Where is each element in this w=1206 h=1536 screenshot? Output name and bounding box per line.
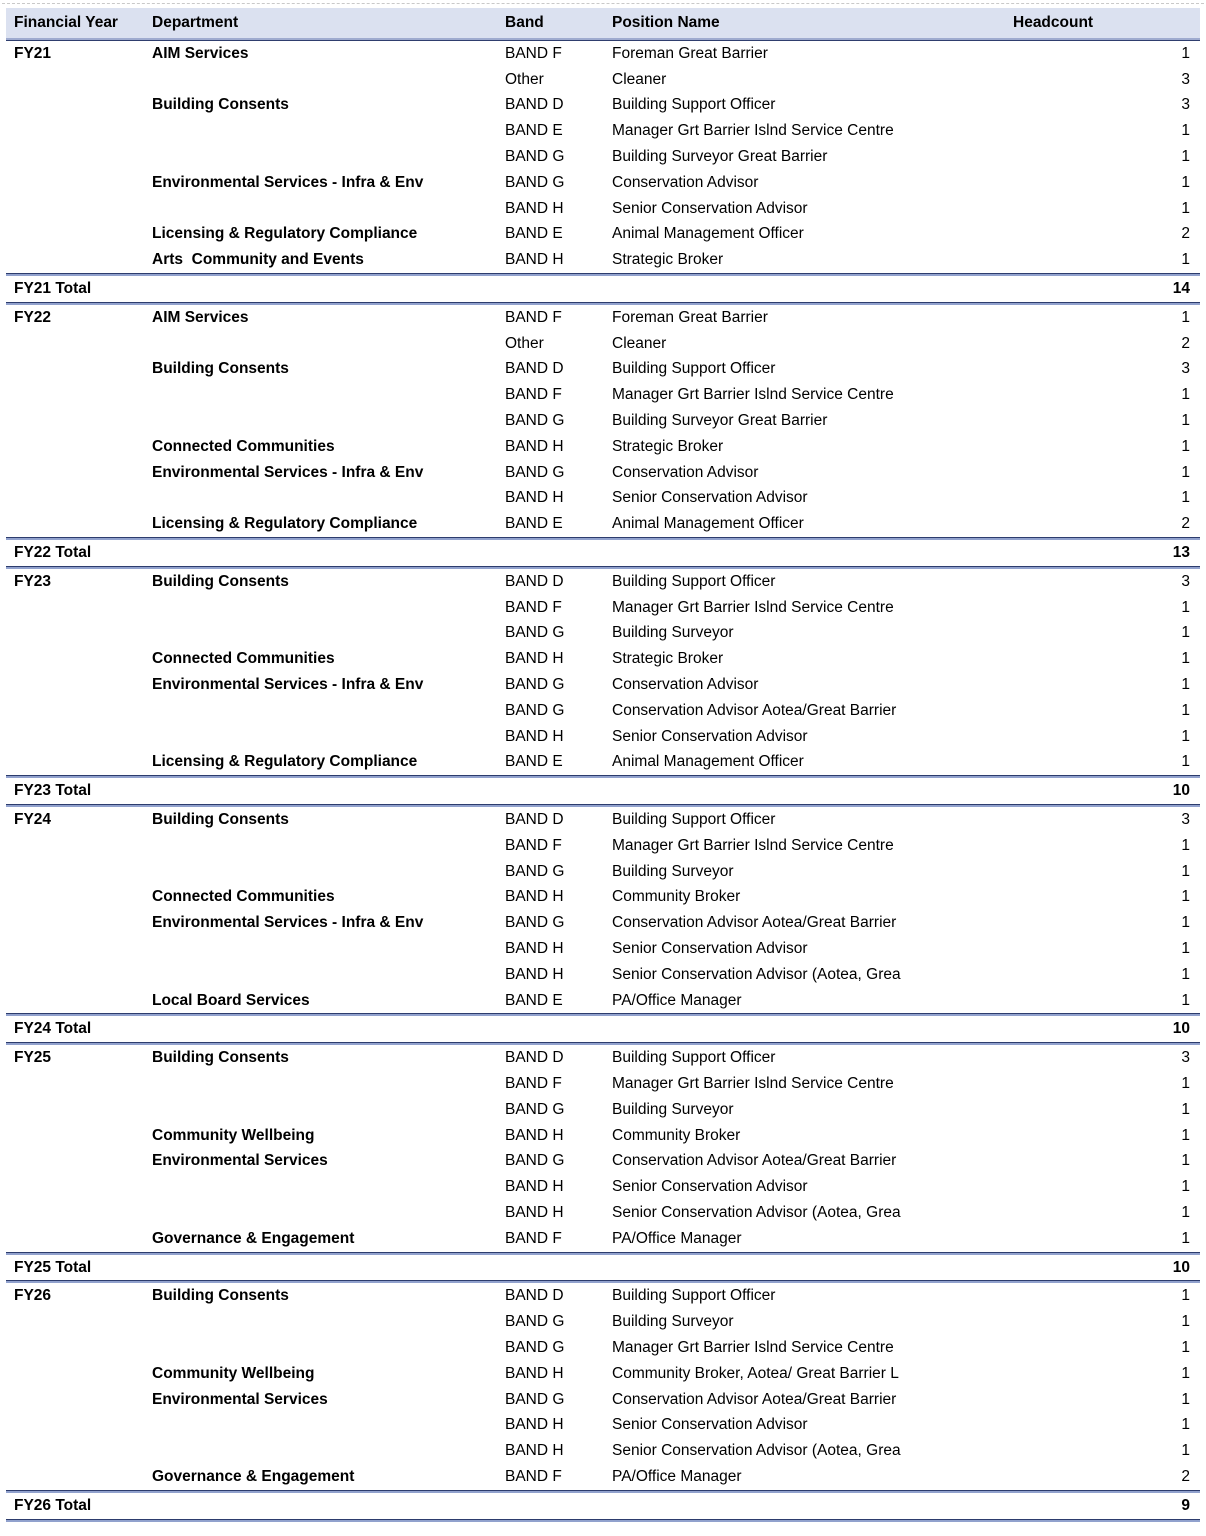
- table-row: [6, 1438, 1200, 1464]
- table-row: [6, 1309, 1200, 1335]
- cell-headcount: 1: [1181, 199, 1190, 217]
- cell-headcount: 1: [1181, 251, 1190, 269]
- total-row: [6, 1255, 1200, 1281]
- cell-band: BAND E: [505, 991, 563, 1009]
- cell-department: Community Wellbeing: [152, 1126, 315, 1144]
- table-row: [6, 93, 1200, 119]
- cell-department: Environmental Services - Infra & Env: [152, 463, 424, 481]
- page-break-dashed-line: [2, 3, 1204, 4]
- cell-position: Cleaner: [612, 334, 667, 352]
- cell-headcount: 1: [1181, 676, 1190, 694]
- cell-band: BAND E: [505, 122, 563, 140]
- cell-headcount: 1: [1181, 148, 1190, 166]
- table-row: [6, 144, 1200, 170]
- cell-band: BAND E: [505, 515, 563, 533]
- cell-position: Manager Grt Barrier Islnd Service Centre: [612, 836, 894, 854]
- cell-headcount: 1: [1181, 939, 1190, 957]
- cell-headcount: 1: [1181, 1203, 1190, 1221]
- cell-band: BAND H: [505, 1126, 564, 1144]
- cell-band: BAND G: [505, 914, 565, 932]
- cell-position: Building Surveyor Great Barrier: [612, 148, 828, 166]
- cell-band: BAND D: [505, 360, 564, 378]
- cell-department: Licensing & Regulatory Compliance: [152, 753, 418, 771]
- table-row: [6, 511, 1200, 537]
- cell-band: BAND G: [505, 1390, 565, 1408]
- cell-financial-year: FY25: [14, 1049, 52, 1067]
- table-row: [6, 486, 1200, 512]
- cell-position: Community Broker: [612, 888, 741, 906]
- cell-department: Arts Community and Events: [152, 251, 364, 269]
- table-row: [6, 1200, 1200, 1226]
- cell-band: BAND F: [505, 44, 562, 62]
- cell-headcount: 1: [1181, 1442, 1190, 1460]
- cell-band: BAND G: [505, 701, 565, 719]
- cell-position: Animal Management Officer: [612, 753, 804, 771]
- cell-headcount: 1: [1181, 1074, 1190, 1092]
- cell-position: Manager Grt Barrier Islnd Service Centre: [612, 386, 894, 404]
- cell-department: Building Consents: [152, 1049, 289, 1067]
- table-row: [6, 1361, 1200, 1387]
- cell-band: BAND H: [505, 1178, 564, 1196]
- cell-band: BAND H: [505, 1364, 564, 1382]
- table-row: [6, 460, 1200, 486]
- cell-department: Connected Communities: [152, 650, 335, 668]
- table-row: [6, 750, 1200, 776]
- table-row: [6, 1174, 1200, 1200]
- table-row: [6, 382, 1200, 408]
- table-row: [6, 698, 1200, 724]
- cell-band: BAND H: [505, 650, 564, 668]
- cell-financial-year: FY24: [14, 811, 52, 828]
- cell-band: BAND D: [505, 1049, 564, 1067]
- total-value: 10: [1172, 782, 1190, 800]
- cell-department: Building Consents: [152, 96, 289, 114]
- cell-band: BAND H: [505, 1442, 564, 1460]
- cell-band: BAND F: [505, 1467, 562, 1485]
- cell-headcount: 2: [1181, 225, 1190, 243]
- cell-band: BAND E: [505, 225, 563, 243]
- cell-financial-year: FY21: [14, 44, 52, 62]
- cell-headcount: 1: [1181, 1338, 1190, 1356]
- cell-headcount: 1: [1181, 727, 1190, 745]
- cell-position: Building Support Officer: [612, 572, 776, 590]
- cell-band: BAND F: [505, 386, 562, 404]
- cell-department: Governance & Engagement: [152, 1467, 355, 1485]
- cell-department: Local Board Services: [152, 991, 310, 1009]
- table-row: [6, 118, 1200, 144]
- cell-headcount: 1: [1181, 650, 1190, 668]
- table-row: [6, 67, 1200, 93]
- cell-department: Environmental Services - Infra & Env: [152, 914, 424, 932]
- cell-headcount: 1: [1181, 1152, 1190, 1170]
- cell-band: BAND H: [505, 965, 564, 983]
- table-body: [6, 41, 1200, 1522]
- cell-band: BAND H: [505, 437, 564, 455]
- cell-band: BAND H: [505, 727, 564, 745]
- cell-band: BAND G: [505, 1313, 565, 1331]
- cell-position: Senior Conservation Advisor: [612, 489, 808, 507]
- cell-band: BAND G: [505, 624, 565, 642]
- table-row: [6, 357, 1200, 383]
- cell-headcount: 1: [1181, 753, 1190, 771]
- cell-position: Building Support Officer: [612, 1287, 776, 1305]
- cell-headcount: 1: [1181, 463, 1190, 481]
- cell-headcount: 1: [1181, 1229, 1190, 1247]
- cell-position: Conservation Advisor Aotea/Great Barrier: [612, 1152, 897, 1170]
- cell-department: AIM Services: [152, 308, 249, 326]
- cell-position: Foreman Great Barrier: [612, 308, 768, 326]
- cell-position: Senior Conservation Advisor (Aotea, Grea: [612, 965, 901, 983]
- table-row: [6, 569, 1200, 595]
- cell-position: Senior Conservation Advisor: [612, 1416, 808, 1434]
- table-row: [6, 1464, 1200, 1490]
- cell-band: BAND H: [505, 939, 564, 957]
- cell-position: Senior Conservation Advisor (Aotea, Grea: [612, 1442, 901, 1460]
- table-row: [6, 170, 1200, 196]
- total-label: FY26 Total: [14, 1496, 92, 1514]
- cell-department: Licensing & Regulatory Compliance: [152, 225, 418, 243]
- cell-headcount: 1: [1181, 489, 1190, 507]
- cell-band: BAND F: [505, 1074, 562, 1092]
- cell-band: BAND H: [505, 1203, 564, 1221]
- table-row: [6, 1412, 1200, 1438]
- cell-position: Conservation Advisor Aotea/Great Barrier: [612, 1390, 897, 1408]
- cell-headcount: 1: [1181, 624, 1190, 642]
- header-position-name: Position Name: [612, 14, 720, 31]
- cell-position: PA/Office Manager: [612, 1229, 742, 1247]
- header-band: Band: [505, 14, 544, 31]
- table-row: [6, 859, 1200, 885]
- table-row: [6, 196, 1200, 222]
- table-row: [6, 1335, 1200, 1361]
- cell-headcount: 2: [1181, 515, 1190, 533]
- header-department: Department: [152, 14, 239, 31]
- cell-position: Conservation Advisor: [612, 676, 759, 694]
- total-row: [6, 1016, 1200, 1042]
- cell-position: Building Surveyor Great Barrier: [612, 412, 828, 430]
- cell-band: BAND F: [505, 836, 562, 854]
- cell-band: BAND G: [505, 862, 565, 880]
- cell-headcount: 3: [1181, 70, 1190, 88]
- cell-position: Community Broker, Aotea/ Great Barrier L: [612, 1364, 899, 1382]
- table-row: [6, 305, 1200, 331]
- cell-headcount: 1: [1181, 386, 1190, 404]
- cell-position: Building Support Officer: [612, 96, 776, 114]
- cell-department: Building Consents: [152, 811, 289, 828]
- total-value: 10: [1172, 1258, 1190, 1276]
- cell-band: BAND G: [505, 1338, 565, 1356]
- cell-position: Building Support Officer: [612, 1049, 776, 1067]
- cell-band: BAND F: [505, 1229, 562, 1247]
- total-label: FY23 Total: [14, 782, 92, 800]
- table-row: [6, 807, 1200, 833]
- cell-department: Community Wellbeing: [152, 1364, 315, 1382]
- section-divider-bottom: [6, 1519, 1200, 1522]
- table-row: [6, 222, 1200, 248]
- cell-headcount: 1: [1181, 1416, 1190, 1434]
- total-label: FY25 Total: [14, 1258, 92, 1276]
- total-row: [6, 778, 1200, 804]
- cell-headcount: 1: [1181, 965, 1190, 983]
- table-row: [6, 1387, 1200, 1413]
- cell-headcount: 1: [1181, 1100, 1190, 1118]
- cell-position: Building Support Officer: [612, 360, 776, 378]
- cell-position: Animal Management Officer: [612, 225, 804, 243]
- total-label: FY21 Total: [14, 280, 92, 298]
- total-row: [6, 1493, 1200, 1519]
- cell-position: Conservation Advisor: [612, 463, 759, 481]
- table-row: [6, 833, 1200, 859]
- cell-position: Senior Conservation Advisor (Aotea, Grea: [612, 1203, 901, 1221]
- cell-band: BAND H: [505, 199, 564, 217]
- cell-band: BAND H: [505, 1416, 564, 1434]
- cell-headcount: 1: [1181, 1390, 1190, 1408]
- cell-band: BAND F: [505, 598, 562, 616]
- table-row: [6, 962, 1200, 988]
- cell-band: Other: [505, 334, 544, 352]
- cell-band: BAND D: [505, 96, 564, 114]
- total-value: 9: [1181, 1496, 1190, 1514]
- table-row: [6, 408, 1200, 434]
- table-row: [6, 1226, 1200, 1252]
- total-value: 14: [1172, 280, 1190, 298]
- cell-headcount: 1: [1181, 701, 1190, 719]
- cell-band: Other: [505, 70, 544, 88]
- cell-position: Manager Grt Barrier Islnd Service Centre: [612, 1338, 894, 1356]
- cell-band: BAND H: [505, 888, 564, 906]
- cell-headcount: 3: [1181, 811, 1190, 828]
- cell-position: Animal Management Officer: [612, 515, 804, 533]
- total-label: FY24 Total: [14, 1020, 92, 1038]
- table-row: [6, 646, 1200, 672]
- cell-position: Strategic Broker: [612, 650, 724, 668]
- table-row: [6, 988, 1200, 1014]
- cell-position: Senior Conservation Advisor: [612, 727, 808, 745]
- cell-headcount: 1: [1181, 308, 1190, 326]
- cell-department: Licensing & Regulatory Compliance: [152, 515, 418, 533]
- cell-band: BAND D: [505, 572, 564, 590]
- table-row: [6, 595, 1200, 621]
- total-label: FY22 Total: [14, 544, 92, 562]
- cell-headcount: 1: [1181, 1364, 1190, 1382]
- table-row: [6, 1045, 1200, 1071]
- total-row: [6, 276, 1200, 302]
- cell-headcount: 3: [1181, 572, 1190, 590]
- cell-band: BAND D: [505, 1287, 564, 1305]
- cell-band: BAND H: [505, 251, 564, 269]
- cell-headcount: 1: [1181, 1313, 1190, 1331]
- header-financial-year: Financial Year: [14, 14, 118, 31]
- table-row: [6, 1097, 1200, 1123]
- cell-headcount: 3: [1181, 1049, 1190, 1067]
- cell-band: BAND F: [505, 308, 562, 326]
- cell-department: Connected Communities: [152, 888, 335, 906]
- cell-band: BAND G: [505, 1100, 565, 1118]
- cell-position: Strategic Broker: [612, 251, 724, 269]
- cell-headcount: 1: [1181, 862, 1190, 880]
- table-row: [6, 910, 1200, 936]
- table-row: [6, 41, 1200, 67]
- cell-band: BAND H: [505, 489, 564, 507]
- table-row: [6, 936, 1200, 962]
- cell-department: Building Consents: [152, 1287, 289, 1305]
- cell-band: BAND G: [505, 1152, 565, 1170]
- header-headcount: Headcount: [1013, 14, 1094, 31]
- cell-department: Building Consents: [152, 572, 289, 590]
- cell-financial-year: FY26: [14, 1287, 52, 1305]
- cell-headcount: 1: [1181, 173, 1190, 191]
- cell-position: Building Support Officer: [612, 811, 776, 828]
- pivot-table: [6, 8, 1200, 1522]
- table-row: [6, 331, 1200, 357]
- cell-headcount: 1: [1181, 914, 1190, 932]
- cell-band: BAND G: [505, 676, 565, 694]
- cell-department: Building Consents: [152, 360, 289, 378]
- cell-position: Building Surveyor: [612, 1100, 734, 1118]
- cell-position: Senior Conservation Advisor: [612, 1178, 808, 1196]
- table-row: [6, 1123, 1200, 1149]
- cell-department: Environmental Services - Infra & Env: [152, 173, 424, 191]
- total-value: 10: [1172, 1020, 1190, 1038]
- total-row: [6, 540, 1200, 566]
- cell-position: Cleaner: [612, 70, 667, 88]
- table-row: [6, 1148, 1200, 1174]
- table-row: [6, 1071, 1200, 1097]
- cell-headcount: 1: [1181, 122, 1190, 140]
- cell-position: Senior Conservation Advisor: [612, 939, 808, 957]
- cell-headcount: 1: [1181, 598, 1190, 616]
- cell-position: Manager Grt Barrier Islnd Service Centre: [612, 1074, 894, 1092]
- cell-headcount: 1: [1181, 1178, 1190, 1196]
- table-header-row: [6, 8, 1200, 38]
- cell-band: BAND G: [505, 412, 565, 430]
- table-row: [6, 724, 1200, 750]
- cell-position: Conservation Advisor Aotea/Great Barrier: [612, 701, 897, 719]
- cell-department: Connected Communities: [152, 437, 335, 455]
- cell-position: Senior Conservation Advisor: [612, 199, 808, 217]
- cell-financial-year: FY22: [14, 308, 52, 326]
- cell-position: Building Surveyor: [612, 624, 734, 642]
- cell-headcount: 1: [1181, 1126, 1190, 1144]
- cell-position: Strategic Broker: [612, 437, 724, 455]
- cell-position: Conservation Advisor: [612, 173, 759, 191]
- table-row: [6, 621, 1200, 647]
- cell-department: Environmental Services - Infra & Env: [152, 676, 424, 694]
- cell-position: Building Surveyor: [612, 862, 734, 880]
- cell-position: Community Broker: [612, 1126, 741, 1144]
- table-row: [6, 672, 1200, 698]
- cell-financial-year: FY23: [14, 572, 52, 590]
- cell-position: PA/Office Manager: [612, 1467, 742, 1485]
- cell-position: Foreman Great Barrier: [612, 44, 768, 62]
- cell-position: Manager Grt Barrier Islnd Service Centre: [612, 598, 894, 616]
- cell-band: BAND G: [505, 148, 565, 166]
- cell-headcount: 1: [1181, 44, 1190, 62]
- cell-position: Conservation Advisor Aotea/Great Barrier: [612, 914, 897, 932]
- total-value: 13: [1172, 544, 1190, 562]
- cell-position: Manager Grt Barrier Islnd Service Centre: [612, 122, 894, 140]
- table-row: [6, 1283, 1200, 1309]
- cell-headcount: 3: [1181, 360, 1190, 378]
- cell-department: Environmental Services: [152, 1152, 328, 1170]
- cell-band: BAND G: [505, 463, 565, 481]
- cell-department: AIM Services: [152, 44, 249, 62]
- cell-headcount: 1: [1181, 1287, 1190, 1305]
- table-row: [6, 434, 1200, 460]
- cell-band: BAND G: [505, 173, 565, 191]
- cell-position: Building Surveyor: [612, 1313, 734, 1331]
- cell-headcount: 1: [1181, 888, 1190, 906]
- table-row: [6, 247, 1200, 273]
- cell-headcount: 1: [1181, 412, 1190, 430]
- cell-band: BAND D: [505, 811, 564, 828]
- cell-headcount: 1: [1181, 991, 1190, 1009]
- cell-headcount: 2: [1181, 334, 1190, 352]
- cell-headcount: 1: [1181, 437, 1190, 455]
- cell-headcount: 2: [1181, 1467, 1190, 1485]
- cell-department: Governance & Engagement: [152, 1229, 355, 1247]
- cell-department: Environmental Services: [152, 1390, 328, 1408]
- cell-band: BAND E: [505, 753, 563, 771]
- cell-headcount: 3: [1181, 96, 1190, 114]
- cell-position: PA/Office Manager: [612, 991, 742, 1009]
- table-row: [6, 885, 1200, 911]
- cell-headcount: 1: [1181, 836, 1190, 854]
